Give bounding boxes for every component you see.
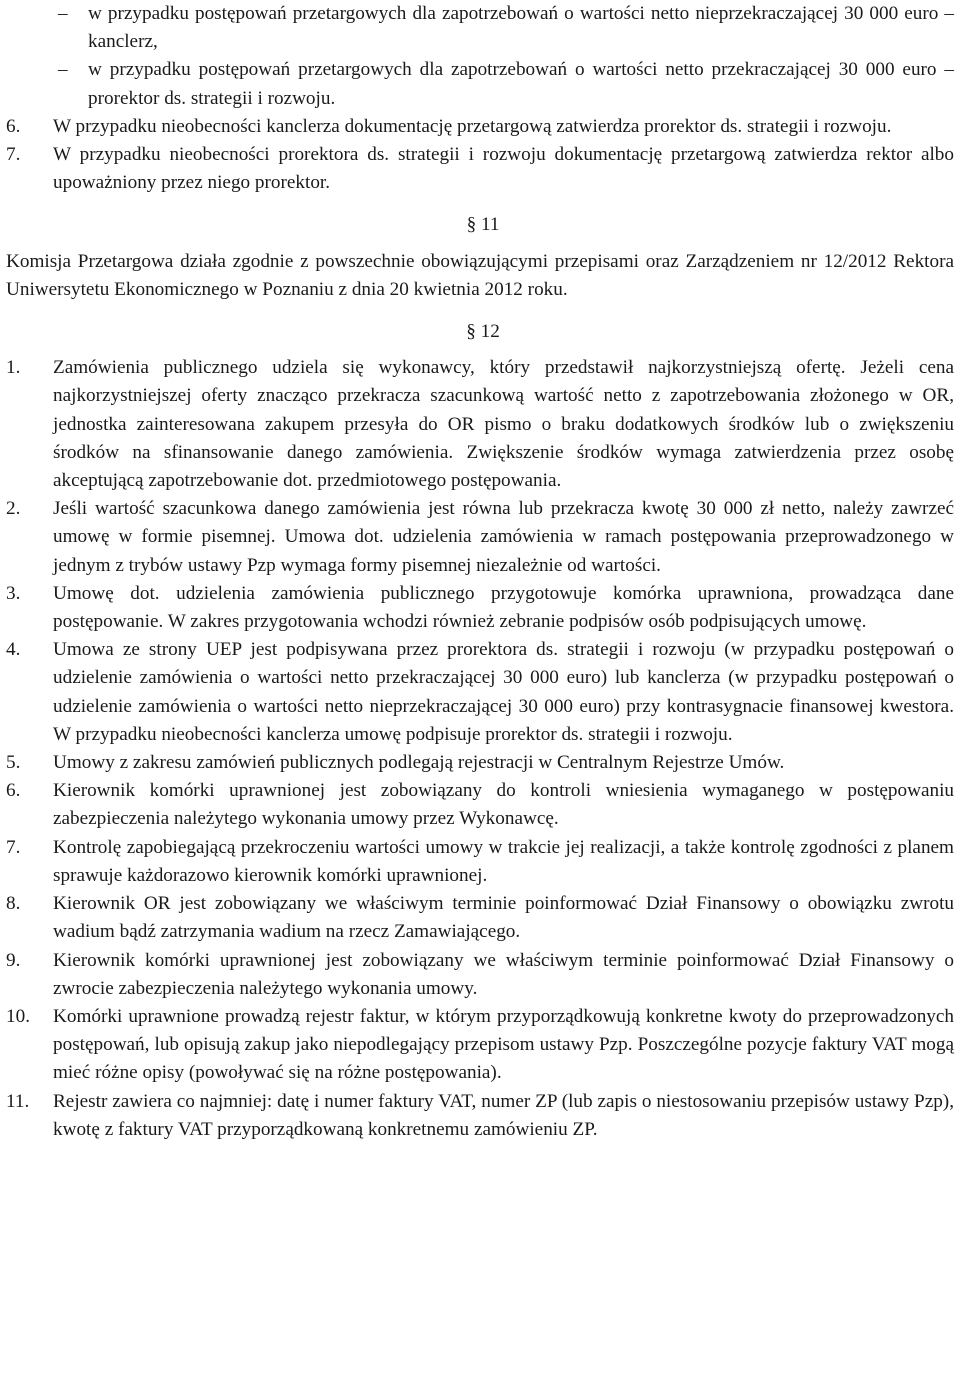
item-text: Komórki uprawnione prowadzą rejestr faktur, w którym przyporządkowują konkretne kwoty do przeprowadzonych postępowań, lub opisują zakup jako niepodlegający przepisom ustawy Pzp. Poszczególne pozycje faktury VAT mogą mieć różne opisy (powoływać się na różne postępowania). [53, 1005, 954, 1084]
item-number: 4. [6, 639, 21, 661]
item-number: 6. [6, 115, 21, 137]
item-number: 7. [6, 836, 21, 858]
section-12-list [6, 354, 954, 1144]
section-symbol: § [466, 214, 477, 236]
item-text: Umowy z zakresu zamówień publicznych podlegają rejestracji w Centralnym Rejestrze Umów. [53, 752, 785, 774]
item-number: 11. [6, 1090, 30, 1112]
section-symbol: § [466, 321, 476, 343]
numbered-list-top [6, 113, 954, 198]
dash-bullet: – [58, 59, 68, 81]
dash-item [6, 0, 954, 56]
item-text: Rejestr zawiera co najmniej: datę i numer faktury VAT, numer ZP (lub zapis o niestosowaniu przepisów ustawy Pzp), kwotę z faktury VAT przyporządkowaną konkretnemu zamówieniu ZP. [53, 1090, 954, 1140]
list-item [6, 834, 954, 890]
list-item [6, 1003, 954, 1088]
item-text: W przypadku nieobecności prorektora ds. strategii i rozwoju dokumentację przetargową zatwierdza rektor albo upoważniony przez niego prorektor. [53, 144, 954, 194]
list-item [6, 1088, 954, 1144]
list-item [6, 749, 954, 777]
item-text: Jeśli wartość szacunkowa danego zamówienia jest równa lub przekracza kwotę 30 000 zł netto, należy zawrzeć umowę w formie pisemnej. Umowa dot. udzielenia zamówienia w ramach postępowania przeprowadzonego w jednym z trybów ustawy Pzp wymaga formy pisemnej niezależnie od wartości. [53, 498, 954, 576]
section-heading-11 [12, 211, 954, 239]
dash-item-text: w przypadku postępowań przetargowych dla zapotrzebowań o wartości netto nieprzekraczającej 30 000 euro – kanclerz, [88, 3, 954, 53]
list-item [6, 495, 954, 580]
dash-bullet: – [58, 3, 68, 24]
item-number: 2. [6, 498, 21, 520]
item-text: Kierownik komórki uprawnionej jest zobowiązany we właściwym terminie poinformować Dział Finansowy o zwrocie zabezpieczenia należytego wykonania umowy. [53, 949, 954, 999]
item-number: 6. [6, 780, 21, 802]
dash-list [6, 0, 954, 113]
item-number: 3. [6, 582, 21, 604]
list-item [6, 947, 954, 1003]
item-number: 10. [6, 1005, 30, 1027]
item-number: 8. [6, 893, 21, 915]
list-item [6, 113, 954, 141]
section-11-paragraph: Komisja Przetargowa działa zgodnie z powszechnie obowiązującymi przepisami oraz Zarządzeniem nr 12/2012 Rektora Uniwersytetu Ekonomicznego w Poznaniu z dnia 20 kwietnia 2012 roku. [6, 250, 954, 300]
item-number: 5. [6, 752, 21, 774]
dash-item-text: w przypadku postępowań przetargowych dla zapotrzebowań o wartości netto przekraczającej 30 000 euro – prorektor ds. strategii i rozwoju. [88, 59, 954, 109]
section-number: 12 [480, 321, 500, 343]
item-number: 7. [6, 144, 21, 166]
section-heading-12 [12, 318, 954, 346]
item-text: Zamówienia publicznego udziela się wykonawcy, który przedstawił najkorzystniejszą ofertę. Jeżeli cena najkorzystniejszej oferty znacząco przekracza szacunkową wartość netto z zapotrzebowania złożonego w OR, jednostka zainteresowana zakupem przesyła do OR pismo o braku dodatkowych środków lub o zwiększeniu środków na sfinansowanie danego zamówienia. Zwiększenie środków wymaga zatwierdzenia przez osobę akceptującą zapotrzebowanie dot. przedmiotowego postępowania. [53, 357, 954, 492]
list-item [6, 890, 954, 946]
item-text: Kontrolę zapobiegającą przekroczeniu wartości umowy w trakcie jej realizacji, a także kontrolę zgodności z planem sprawuje każdorazowo kierownik komórki uprawnionej. [53, 836, 954, 886]
list-item [6, 354, 954, 495]
item-text: Kierownik OR jest zobowiązany we właściwym terminie poinformować Dział Finansowy o obowiązku zwrotu wadium bądź zatrzymania wadium na rzecz Zamawiającego. [53, 893, 954, 943]
item-text: W przypadku nieobecności kanclerza dokumentację przetargową zatwierdza prorektor ds. strategii i rozwoju. [53, 115, 892, 137]
item-text: Umowa ze strony UEP jest podpisywana przez prorektora ds. strategii i rozwoju (w przypadku postępowań o udzielenie zamówienia o wartości netto przekraczającej 30 000 euro) lub kanclerza (w przypadku postępowań o udzielenie zamówienia o wartości netto nieprzekraczającej 30 000 euro) przy kontrasygnacie finansowej kwestora. W przypadku nieobecności kanclerza umowę podpisuje prorektor ds. strategii i rozwoju. [53, 639, 954, 745]
list-item [6, 141, 954, 197]
section-number: 11 [480, 214, 500, 236]
dash-item [6, 56, 954, 112]
item-text: Kierownik komórki uprawnionej jest zobowiązany do kontroli wniesienia wymaganego w postępowaniu zabezpieczenia należytego wykonania umowy przez Wykonawcę. [53, 780, 954, 830]
list-item [6, 580, 954, 636]
list-item [6, 777, 954, 833]
item-number: 1. [6, 357, 21, 379]
item-text: Umowę dot. udzielenia zamówienia publicznego przygotowuje komórka uprawniona, prowadząca dane postępowanie. W zakres przygotowania wchodzi również zebranie podpisów osób podpisujących umowę. [53, 582, 954, 633]
list-item [6, 636, 954, 749]
item-number: 9. [6, 949, 21, 971]
